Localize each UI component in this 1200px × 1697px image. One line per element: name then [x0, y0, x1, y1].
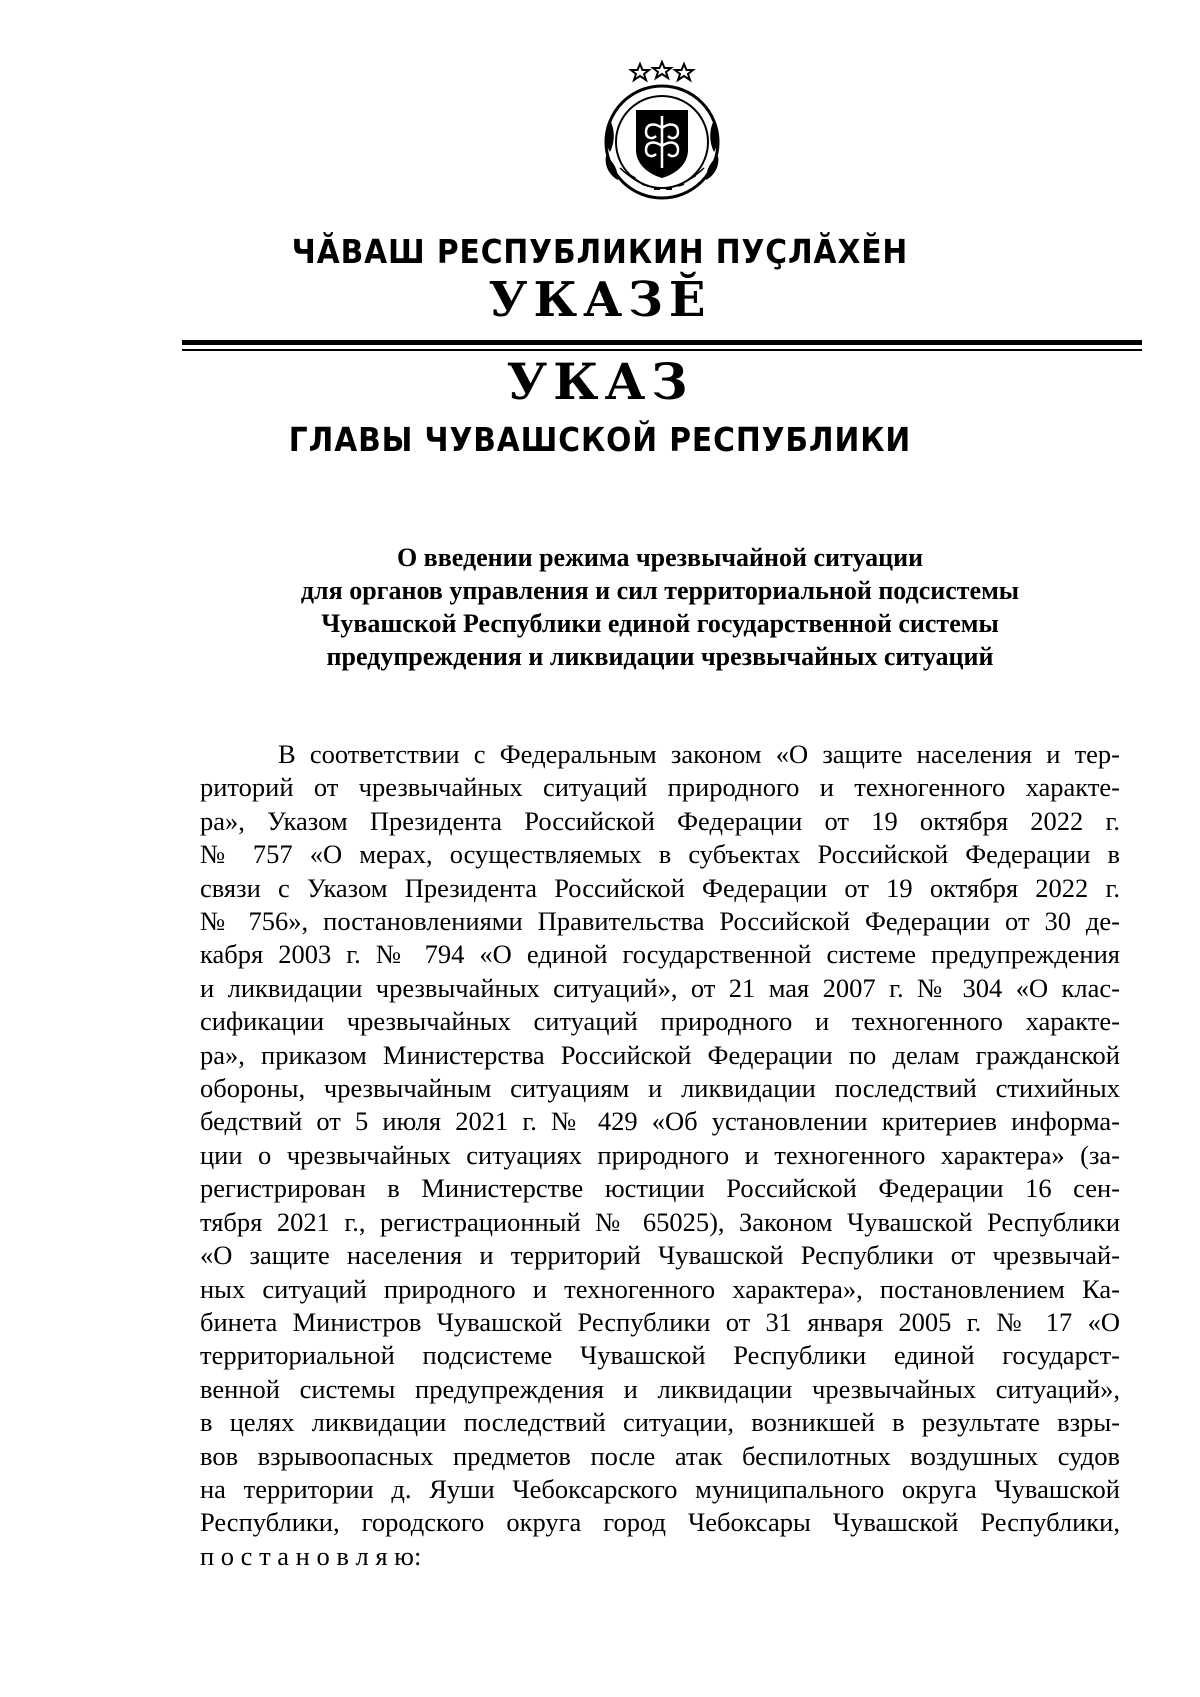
body-line: кабря 2003 г. № 794 «О единой государственной системе предупреждения [200, 939, 1120, 970]
body-line: в целях ликвидации последствий ситуации, возникшей в результате взры- [200, 1407, 1120, 1438]
header-divider-thin [182, 349, 1142, 351]
body-line: сификации чрезвычайных ситуаций природного и техногенного характе- [200, 1006, 1120, 1037]
header-russian-subtitle: ГЛАВЫ ЧУВАШСКОЙ РЕСПУБЛИКИ [288, 420, 912, 459]
document-title-line: О введении режима чрезвычайной ситуации [396, 543, 924, 572]
body-line: ра», Указом Президента Российской Федерации от 19 октября 2022 г. [200, 805, 1120, 836]
body-line: тября 2021 г., регистрационный № 65025), Законом Чувашской Республики [200, 1206, 1120, 1237]
header-russian-ukaz: УКАЗ [506, 352, 694, 411]
coat-of-arms-emblem [596, 58, 728, 203]
body-line: связи с Указом Президента Российской Федерации от 19 октября 2022 г. [200, 872, 1120, 903]
body-line: «О защите населения и территорий Чувашской Республики от чрезвычай- [200, 1240, 1120, 1271]
body-line: № 756», постановлениями Правительства Российской Федерации от 30 де- [200, 906, 1120, 937]
document-title-line: для органов управления и сил территориальной подсистемы [300, 576, 1020, 605]
document-title-line: Чувашской Республики единой государственной системы [321, 609, 999, 638]
body-line: Республики, городского округа город Чебоксары Чувашской Республики, [200, 1507, 1120, 1538]
body-line: вов взрывоопасных предметов после атак беспилотных воздушных судов [200, 1440, 1120, 1471]
body-line: № 757 «О мерах, осуществляемых в субъектах Российской Федерации в [200, 839, 1120, 870]
body-line: обороны, чрезвычайным ситуациям и ликвидации последствий стихийных [200, 1073, 1120, 1104]
body-line: венной системы предупреждения и ликвидации чрезвычайных ситуаций», [200, 1373, 1120, 1404]
document-title-line: предупреждения и ликвидации чрезвычайных ситуаций [326, 642, 994, 671]
document-body [200, 738, 1120, 1573]
body-line: регистрирован в Министерстве юстиции Российской Федерации 16 сен- [200, 1173, 1120, 1204]
body-line: риторий от чрезвычайных ситуаций природного и техногенного характе- [200, 772, 1120, 803]
header-chuvash-line1: ЧĂВАШ РЕСПУБЛИКИН ПУÇЛĂХĔН [291, 232, 909, 271]
body-line: ных ситуаций природного и техногенного характера», постановлением Ка- [200, 1273, 1120, 1304]
header-divider-thick [182, 340, 1142, 345]
body-line: В соответствии с Федеральным законом «О защите населения и тер- [278, 739, 1120, 769]
body-line: территориальной подсистеме Чувашской Республики единой государст- [200, 1340, 1120, 1371]
document-title [200, 541, 1120, 673]
body-line: на территории д. Яуши Чебоксарского муниципального округа Чувашской [200, 1473, 1120, 1504]
body-line: бедствий от 5 июля 2021 г. № 429 «Об установлении критериев информа- [200, 1106, 1120, 1137]
body-line: и ликвидации чрезвычайных ситуаций», от 21 мая 2007 г. № 304 «О клас- [200, 972, 1120, 1003]
body-line-postanovlyayu: п о с т а н о в л я ю: [200, 1540, 422, 1571]
body-line: бинета Министров Чувашской Республики от 31 января 2005 г. № 17 «О [200, 1306, 1120, 1337]
emblem-icon [596, 58, 728, 203]
body-line: ции о чрезвычайных ситуациях природного и техногенного характера» (за- [200, 1139, 1120, 1170]
body-line: ра», приказом Министерства Российской Федерации по делам гражданской [200, 1039, 1120, 1070]
header-chuvash-ukaze: УКАЗĔ [488, 272, 712, 328]
